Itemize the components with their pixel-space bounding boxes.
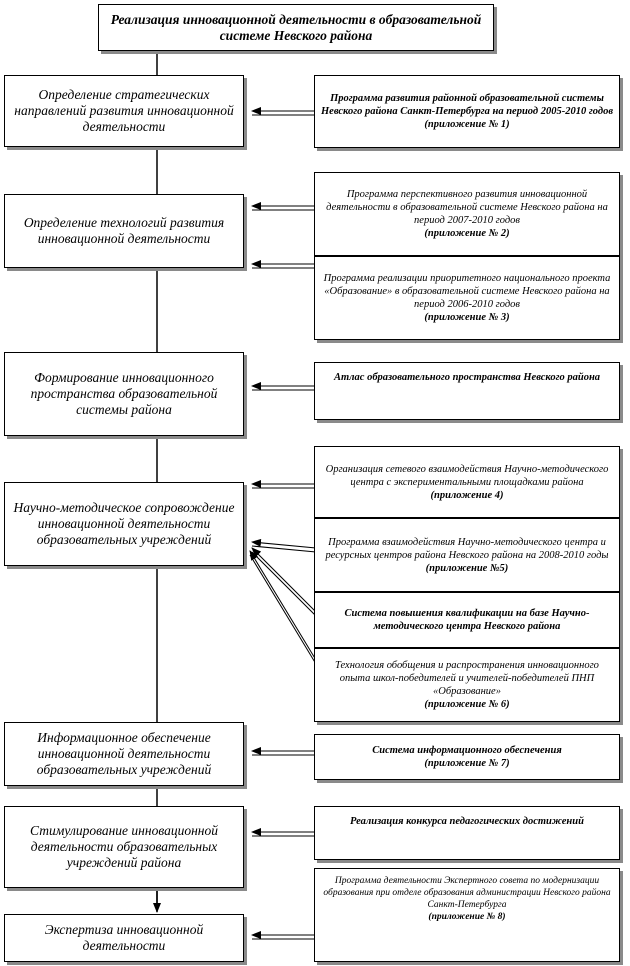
document-4-text: Атлас образовательного пространства Невского района: [333, 372, 601, 383]
document-3: [314, 256, 620, 340]
document-8: [314, 648, 620, 722]
stage-4-text: Научно-методическое сопровождение инновационной деятельности образовательных учреждений: [13, 500, 235, 547]
diagram-title-text: Реализация инновационной деятельности в образовательной системе Невского района: [110, 11, 482, 43]
stage-4: [4, 482, 244, 566]
document-1-text: Программа развития районной образовательной системы Невского района Санкт-Петербурга на период 2005-2010 годов: [321, 93, 614, 117]
document-11-note: (приложение № 8): [428, 912, 506, 922]
document-9-note: (приложение № 7): [424, 758, 510, 769]
arrow-doc-5: [252, 484, 314, 488]
document-6-text: Программа взаимодействия Научно-методического центра и ресурсных центров района Невского района на 2008-2010 годы: [325, 536, 609, 561]
arrow-doc-3: [252, 264, 314, 268]
document-1: [314, 75, 620, 148]
stage-5-text: Информационное обеспечение инновационной деятельности образовательных учреждений: [36, 730, 212, 777]
document-7: [314, 592, 620, 648]
document-5: [314, 446, 620, 518]
arrow-doc-2: [252, 206, 314, 210]
stage-3: [4, 352, 244, 436]
document-7-text: Система повышения квалификации на базе Научно-методического центра Невского района: [344, 608, 590, 632]
document-2-note: (приложение № 2): [424, 228, 510, 239]
stage-6-text: Стимулирование инновационной деятельности образовательных учреждений района: [30, 823, 218, 870]
stage-7: [4, 914, 244, 962]
document-5-note: (приложение 4): [430, 489, 504, 501]
document-4: [314, 362, 620, 420]
stage-2: [4, 194, 244, 268]
arrow-doc-8: [250, 551, 316, 664]
arrow-doc-9: [252, 751, 314, 755]
arrow-doc-11: [252, 935, 314, 939]
stage-7-text: Экспертиза инновационной деятельности: [44, 922, 204, 953]
document-3-note: (приложение № 3): [424, 312, 510, 323]
document-6-note: (приложение №5): [425, 562, 509, 574]
arrow-doc-4: [252, 386, 314, 390]
document-8-note: (приложение № 6): [424, 699, 510, 710]
document-3-text: Программа реализации приоритетного национального проекта «Образование» в образовательной системе Невского района на период 2006-2010 годов: [323, 273, 611, 310]
document-2: [314, 172, 620, 256]
document-1-note: (приложение № 1): [424, 119, 510, 130]
arrow-doc-7: [252, 548, 316, 616]
document-11: [314, 868, 620, 962]
document-8-text: Технология обобщения и распространения инновационного опыта школ-победителей и учителей-победителей ПНП «Образование»: [335, 660, 599, 697]
arrow-doc-1: [252, 111, 314, 115]
arrow-doc-6: [252, 542, 316, 552]
document-9-text: Система информационного обеспечения: [372, 745, 562, 756]
document-6: [314, 518, 620, 592]
arrow-doc-10: [252, 832, 314, 836]
stage-1-text: Определение стратегических направлений развития инновационной деятельности: [14, 87, 234, 134]
document-2-text: Программа перспективного развития инновационной деятельности в образовательной системе Невского района на период 2007-2010 годов: [326, 189, 608, 226]
stage-2-text: Определение технологий развития инновационной деятельности: [23, 215, 225, 246]
document-9: [314, 734, 620, 780]
stage-3-text: Формирование инновационного пространства образовательной системы района: [30, 370, 218, 417]
document-5-text: Организация сетевого взаимодействия Научно-методического центра с экспериментальными площадками района: [325, 463, 609, 488]
stage-5: [4, 722, 244, 786]
document-11-text: Программа деятельности Экспертного совета по модернизации образования при отделе образования администрации Невского района Санкт-Петербурга: [323, 876, 611, 910]
document-10-text: Реализация конкурса педагогических достижений: [350, 816, 584, 827]
stage-6: [4, 806, 244, 888]
diagram-title: [98, 4, 494, 51]
stage-1: [4, 75, 244, 147]
document-10: [314, 806, 620, 860]
